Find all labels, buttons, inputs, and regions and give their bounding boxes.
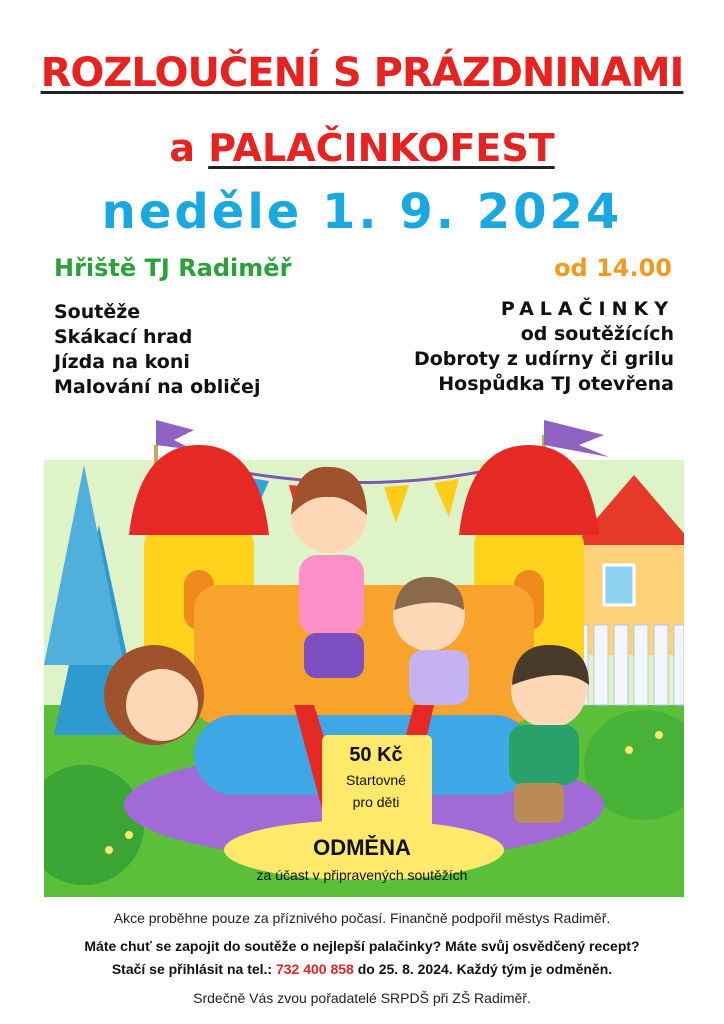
price-line2: pro děti [352, 794, 400, 810]
contest-question: Máte chuť se zapojit do soutěže o nejlepší palačinky? Máte svůj osvědčený recept? [84, 938, 640, 954]
event-date: neděle 1. 9. 2024 [101, 184, 623, 240]
poster-subtitle [0, 126, 724, 170]
activity-item: Skákací hrad [54, 326, 193, 348]
food-list [414, 297, 674, 397]
food-item: PALAČINKY [500, 298, 674, 320]
subtitle-prefix: a [169, 126, 195, 170]
activities-list [54, 300, 260, 400]
reward-text: za účast v připravených soutěžích [256, 867, 468, 883]
signup-line [0, 961, 724, 977]
event-venue: Hřiště TJ Radiměř [54, 254, 292, 282]
food-item: Dobroty z udírny či grilu [413, 348, 674, 370]
food-item: Hospůdka TJ otevřena [438, 373, 674, 395]
price-label [330, 744, 422, 811]
poster-title-text: ROZLOUČENÍ S PRÁZDNINAMI [40, 50, 684, 96]
bouncy-castle-illustration [44, 405, 684, 897]
price-line1: Startovné [346, 772, 406, 788]
reward-title: ODMĚNA [313, 835, 411, 860]
signup-suffix: do 25. 8. 2024. Každý tým je odměněn. [357, 961, 613, 977]
child-girl-left [104, 645, 204, 745]
invite-note: Srdečně Vás zvou pořadatelé SRPDŠ při ZŠ Radiměř. [193, 990, 531, 1006]
subtitle-keyword: PALAČINKOFEST [208, 126, 555, 170]
weather-note: Akce proběhne pouze za příznivého počasí. Finančně podpořil městys Radiměř. [113, 910, 611, 926]
poster-title [0, 50, 724, 96]
activity-item: Malování na obličej [54, 376, 261, 398]
activity-item: Soutěže [54, 301, 141, 323]
phone-number: 732 400 858 [275, 961, 354, 977]
reward-label [222, 835, 502, 883]
signup-prefix: Stačí se přihlásit na tel.: [111, 961, 273, 977]
food-item: od soutěžících [520, 323, 674, 345]
price-amount: 50 Kč [349, 744, 403, 766]
event-start-time: od 14.00 [554, 254, 672, 282]
activity-item: Jízda na koni [54, 351, 190, 373]
